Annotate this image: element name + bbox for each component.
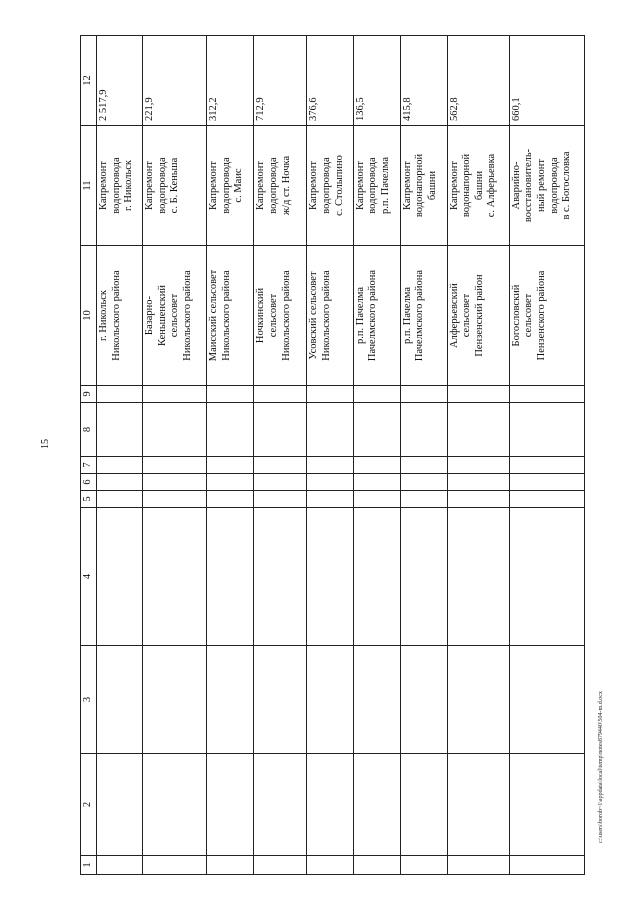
cell-empty xyxy=(207,508,254,646)
cell-empty xyxy=(207,856,254,875)
cell-empty xyxy=(143,754,207,856)
cell-amount: 415,8 xyxy=(400,36,447,126)
cell-location: Богословский сельсовет Пензенского района xyxy=(509,246,584,386)
cell-work: Капремонт водопровода ж/д ст. Ночка xyxy=(254,126,307,246)
cell-amount: 562,8 xyxy=(447,36,509,126)
cell-empty xyxy=(97,474,143,491)
cell-empty xyxy=(97,646,143,754)
cell-empty xyxy=(97,491,143,508)
cell-empty xyxy=(254,403,307,457)
cell-location: р.п. Пачелма Пачелмского района xyxy=(400,246,447,386)
table-row xyxy=(353,36,400,875)
table-row xyxy=(207,36,254,875)
cell-empty xyxy=(400,474,447,491)
cell-empty xyxy=(97,508,143,646)
col-header-12: 12 xyxy=(81,36,97,126)
cell-location: Маисский сельсовет Никольского района xyxy=(207,246,254,386)
cell-empty xyxy=(509,754,584,856)
cell-empty xyxy=(509,856,584,875)
cell-empty xyxy=(143,856,207,875)
cell-empty xyxy=(353,508,400,646)
cell-empty xyxy=(207,646,254,754)
cell-empty xyxy=(207,403,254,457)
table-row xyxy=(400,36,447,875)
table-row xyxy=(97,36,143,875)
cell-amount: 312,2 xyxy=(207,36,254,126)
cell-empty xyxy=(400,646,447,754)
cell-empty xyxy=(97,856,143,875)
cell-empty xyxy=(307,403,353,457)
cell-empty xyxy=(143,508,207,646)
cell-empty xyxy=(143,386,207,403)
header-row xyxy=(81,36,97,875)
cell-location: Ночкинский сельсовет Никольского района xyxy=(254,246,307,386)
table-row xyxy=(447,36,509,875)
cell-empty xyxy=(254,754,307,856)
cell-empty xyxy=(447,754,509,856)
cell-empty xyxy=(353,386,400,403)
cell-empty xyxy=(207,754,254,856)
cell-empty xyxy=(447,403,509,457)
cell-empty xyxy=(97,403,143,457)
footer-file-path: c:\users\borob~1\appdata\local\temp\notes879440\504-m.d.ocx xyxy=(598,691,604,843)
cell-empty xyxy=(509,403,584,457)
projects-table xyxy=(80,35,585,875)
cell-empty xyxy=(353,403,400,457)
cell-work: Капремонт водонапорной башни с. Алферьевка xyxy=(447,126,509,246)
cell-empty xyxy=(254,474,307,491)
cell-location: Алферьевский сельсовет Пензенский район xyxy=(447,246,509,386)
cell-empty xyxy=(307,474,353,491)
col-header-11: 11 xyxy=(81,126,97,246)
cell-empty xyxy=(447,457,509,474)
cell-amount: 2 517,9 xyxy=(97,36,143,126)
cell-empty xyxy=(307,491,353,508)
cell-empty xyxy=(447,491,509,508)
cell-empty xyxy=(143,474,207,491)
cell-amount: 712,9 xyxy=(254,36,307,126)
cell-empty xyxy=(400,403,447,457)
cell-empty xyxy=(353,491,400,508)
cell-empty xyxy=(97,386,143,403)
col-header-8: 8 xyxy=(81,403,97,457)
col-header-7: 7 xyxy=(81,457,97,474)
cell-empty xyxy=(353,754,400,856)
cell-empty xyxy=(143,646,207,754)
cell-amount: 376,6 xyxy=(307,36,353,126)
col-header-10: 10 xyxy=(81,246,97,386)
cell-empty xyxy=(447,474,509,491)
page-number: 15 xyxy=(40,439,51,449)
cell-location: г. Никольск Никольского района xyxy=(97,246,143,386)
cell-work: Капремонт водопровода с. Б. Кеньша xyxy=(143,126,207,246)
cell-empty xyxy=(143,403,207,457)
cell-empty xyxy=(447,386,509,403)
cell-empty xyxy=(509,474,584,491)
col-header-5: 5 xyxy=(81,491,97,508)
col-header-4: 4 xyxy=(81,508,97,646)
cell-empty xyxy=(307,646,353,754)
cell-empty xyxy=(97,754,143,856)
cell-empty xyxy=(447,856,509,875)
col-header-2: 2 xyxy=(81,754,97,856)
cell-empty xyxy=(353,646,400,754)
cell-work: Капремонт водопровода с. Маис xyxy=(207,126,254,246)
cell-empty xyxy=(509,508,584,646)
cell-empty xyxy=(307,508,353,646)
cell-empty xyxy=(254,386,307,403)
cell-work: Аварийно- восстановитель- ный ремонт водопровода в с. Богословка xyxy=(509,126,584,246)
cell-empty xyxy=(143,457,207,474)
cell-location: Усовский сельсовет Никольского района xyxy=(307,246,353,386)
cell-empty xyxy=(400,386,447,403)
cell-amount: 221,9 xyxy=(143,36,207,126)
cell-empty xyxy=(307,386,353,403)
cell-empty xyxy=(207,474,254,491)
cell-amount: 660,1 xyxy=(509,36,584,126)
cell-empty xyxy=(509,386,584,403)
cell-location: Базарно- Кеньшенский сельсовет Никольского района xyxy=(143,246,207,386)
cell-empty xyxy=(307,457,353,474)
cell-empty xyxy=(509,457,584,474)
cell-empty xyxy=(509,491,584,508)
cell-empty xyxy=(254,457,307,474)
cell-empty xyxy=(207,491,254,508)
table-row xyxy=(143,36,207,875)
cell-empty xyxy=(400,457,447,474)
cell-empty xyxy=(447,508,509,646)
cell-location: р.п. Пачелма Пачелмского района xyxy=(353,246,400,386)
cell-empty xyxy=(400,508,447,646)
cell-empty xyxy=(353,457,400,474)
cell-work: Капремонт водонапорной башни xyxy=(400,126,447,246)
cell-empty xyxy=(400,856,447,875)
cell-empty xyxy=(400,754,447,856)
rotated-table-container xyxy=(80,36,585,875)
cell-empty xyxy=(143,491,207,508)
cell-empty xyxy=(400,491,447,508)
cell-empty xyxy=(254,646,307,754)
cell-empty xyxy=(307,754,353,856)
cell-empty xyxy=(254,491,307,508)
col-header-6: 6 xyxy=(81,474,97,491)
cell-work: Капремонт водопровода р.п. Пачелма xyxy=(353,126,400,246)
cell-empty xyxy=(447,646,509,754)
cell-empty xyxy=(307,856,353,875)
cell-empty xyxy=(353,856,400,875)
cell-empty xyxy=(509,646,584,754)
cell-work: Капремонт водопровода г. Никольск xyxy=(97,126,143,246)
table-row xyxy=(307,36,353,875)
cell-empty xyxy=(254,508,307,646)
cell-work: Капремонт водопровода с. Столыпино xyxy=(307,126,353,246)
col-header-3: 3 xyxy=(81,646,97,754)
table-row xyxy=(254,36,307,875)
cell-amount: 136,5 xyxy=(353,36,400,126)
col-header-9: 9 xyxy=(81,386,97,403)
cell-empty xyxy=(254,856,307,875)
table-row xyxy=(509,36,584,875)
cell-empty xyxy=(97,457,143,474)
cell-empty xyxy=(353,474,400,491)
cell-empty xyxy=(207,457,254,474)
cell-empty xyxy=(207,386,254,403)
col-header-1: 1 xyxy=(81,856,97,875)
